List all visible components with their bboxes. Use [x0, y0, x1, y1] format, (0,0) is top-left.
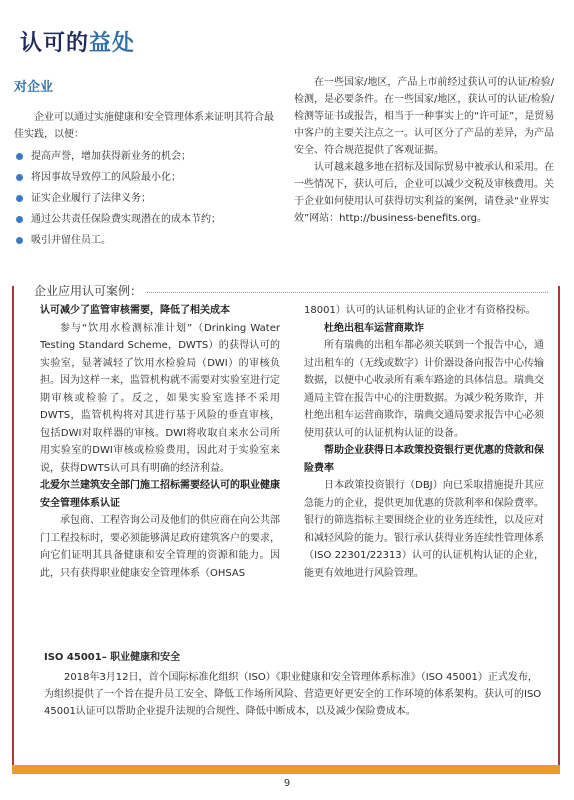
bottom-accent-bar	[12, 765, 560, 774]
bullet-dot-icon	[16, 195, 23, 202]
list-item-text: 提高声誉，增加获得新业务的机会；	[31, 151, 191, 162]
dotted-divider	[136, 292, 548, 293]
iso-title: ISO 45001– 职业健康和安全	[44, 652, 181, 663]
right-paragraph-2: 认可越来越多地在招标及国际贸易中被承认和采用。在一些情况下，获认可后，企业可以减少交税及审核费用。关于企业如何使用认可获得切实利益的案例，请登录“业界实效”网站：http://business-benefits.org。	[294, 162, 554, 224]
case-1-text: 参与“饮用水检测标准计划”（Drinking Water Testing Standard Scheme，DWTS）的获得认可的实验室，显著减轻了饮用水检验局（DWI）的审核负担。因为这样一来，监管机构就不需要对实验室进行定期审核或检验了。反之，如果实验室选择不采用DWTS，监管机构将对其进行基于风险的垂直审核，包括DWI对取样器的审核。DWI将收取自来水公司所用实验室的DWI审核或检验费用，因此对于实验室来说，获得DWTS认可具有明确的经济利益。	[40, 322, 280, 474]
right-paragraph-1: 在一些国家/地区，产品上市前经过获认可的认证/检验/检测，是必要条件。在一些国家/地区，获认可的认证/检验/检测等证书或报告，相当于一种事实上的“许可证”，是贸易中客户的主要关注点之一。认可区分了产品的差异，为产品安全、符合规范提供了客观证据。	[294, 77, 555, 156]
case-2-continued: 18001）认可的认证机构认证的企业才有资格投标。	[304, 305, 536, 316]
case-4-title: 帮助企业获得日本政策投资银行更优惠的贷款和保险费率	[304, 445, 544, 474]
case-columns	[40, 302, 544, 582]
list-item-text: 吸引并留住员工。	[31, 235, 111, 246]
case-2-title: 北爱尔兰建筑安全部门施工招标需要经认可的职业健康安全管理体系认证	[40, 480, 280, 509]
case-2-text: 承包商、工程咨询公司及他们的供应商在向公共部门工程投标时，要必须能够满足政府建筑客户的要求，向它们证明其具备健康和安全管理的资源和能力。因此，只有获得职业健康安全管理体系（OHSAS	[40, 515, 280, 579]
page-title-wrap	[20, 26, 135, 57]
bullet-dot-icon	[16, 153, 23, 160]
case-1-title: 认可减少了监管审核需要，降低了相关成本	[40, 305, 230, 316]
case-3-text: 所有瑞典的出租车都必须关联到一个报告中心，通过出租车的（无线或数字）计价器设备向报告中心传输数据，以便中心收录所有乘车路途的具体信息。瑞典交通局主管在报告中心的注册数据。为减少税务欺诈，并杜绝出租车运营商欺诈，瑞典交通局要求报告中心必须使用获认可的认证机构认证的设备。	[304, 340, 544, 439]
bullet-dot-icon	[16, 237, 23, 244]
benefit-list	[14, 149, 282, 249]
right-column	[294, 74, 556, 227]
iso-45001-section	[44, 648, 544, 720]
list-item	[14, 212, 282, 228]
case-study-heading: 企业应用认可案例：	[34, 282, 146, 299]
list-item	[14, 233, 282, 249]
case-3-title: 杜绝出租车运营商欺诈	[324, 322, 424, 334]
intro-text: 企业可以通过实施健康和安全管理体系来证明其符合最佳实践，以便：	[14, 112, 274, 140]
page-title-part1: 认可的	[20, 31, 90, 56]
page-title-part2: 益处	[89, 31, 136, 56]
list-item	[14, 170, 282, 186]
case-column-left	[40, 302, 280, 582]
list-item-text: 将因事故导致停工的风险最小化；	[31, 172, 181, 183]
iso-text: 2018年3月12日，首个国际标准化组织（ISO）《职业健康和安全管理体系标准》（ISO 45001）正式发布，为组织提供了一个旨在提升员工安全、降低工作场所风险、营造更好更安全的工作环境的体系架构。获认可的ISO 45001认证可以帮助企业提升法规的合规性、降低中断成本，以及减少保险费成本。	[44, 672, 542, 717]
section-heading-enterprise: 对企业	[14, 80, 54, 95]
page-title	[20, 26, 135, 57]
bullet-dot-icon	[16, 174, 23, 181]
list-item-text: 通过公共责任保险费实现潜在的成本节约；	[31, 214, 221, 225]
bullet-dot-icon	[16, 216, 23, 223]
list-item	[14, 191, 282, 207]
case-4-text: 日本政策投资银行（DBJ）向已采取措施提升其应急能力的企业，提供更加优惠的贷款利率和保险费率。银行的筛选指标主要围绕企业的业务连续性，以及应对和减轻风险的能力。银行承认获得业务连续性管理体系（ISO 22301/22313）认可的认证机构认证的企业，能更有效地进行风险管理。	[304, 480, 544, 579]
case-study-box	[12, 286, 560, 774]
left-column	[14, 76, 282, 254]
list-item	[14, 149, 282, 165]
list-item-text: 证实企业履行了法律义务；	[31, 193, 151, 204]
page-number: 9	[283, 778, 291, 789]
case-column-right	[304, 302, 544, 582]
